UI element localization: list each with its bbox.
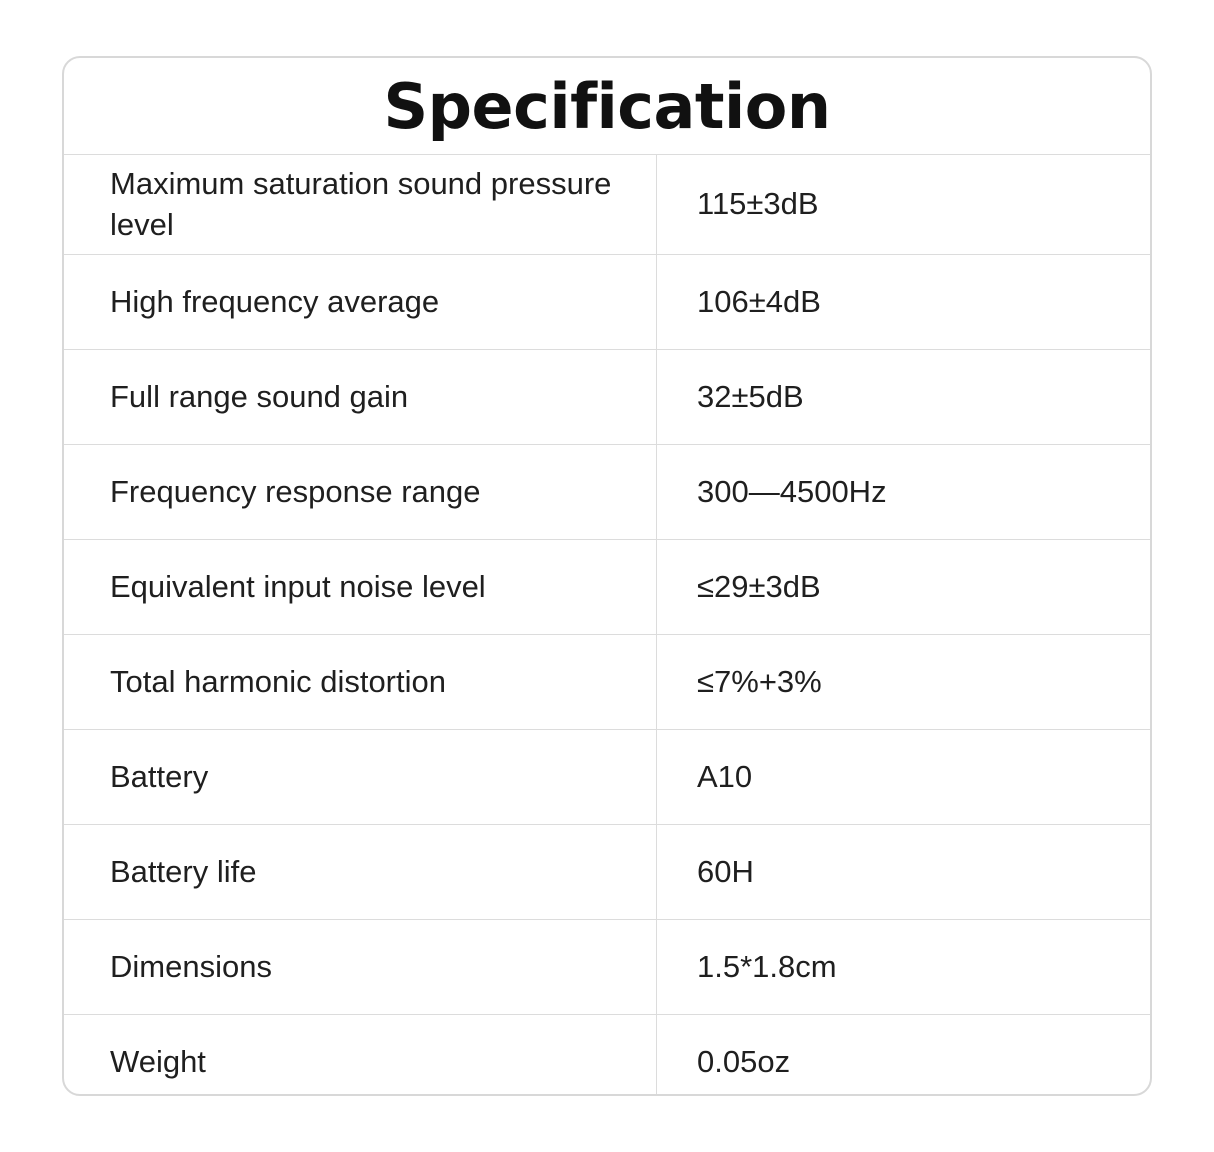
spec-value: 115±3dB — [657, 155, 1151, 255]
spec-label: Maximum saturation sound pressure level — [64, 155, 657, 255]
table-row — [64, 825, 1150, 920]
table-row — [64, 445, 1150, 540]
page-title: Specification — [383, 69, 831, 143]
spec-label: Battery life — [64, 825, 657, 920]
spec-label: Full range sound gain — [64, 350, 657, 445]
table-row — [64, 540, 1150, 635]
spec-value: 106±4dB — [657, 255, 1151, 350]
table-row — [64, 155, 1150, 255]
specification-card — [62, 56, 1152, 1096]
table-row — [64, 350, 1150, 445]
spec-label: Equivalent input noise level — [64, 540, 657, 635]
spec-value: 60H — [657, 825, 1151, 920]
spec-value: 300—4500Hz — [657, 445, 1151, 540]
spec-value: ≤7%+3% — [657, 635, 1151, 730]
spec-label: High frequency average — [64, 255, 657, 350]
spec-label: Dimensions — [64, 920, 657, 1015]
spec-label: Frequency response range — [64, 445, 657, 540]
table-row — [64, 920, 1150, 1015]
spec-label: Battery — [64, 730, 657, 825]
spec-value: ≤29±3dB — [657, 540, 1151, 635]
table-row — [64, 255, 1150, 350]
spec-label: Total harmonic distortion — [64, 635, 657, 730]
spec-value: 1.5*1.8cm — [657, 920, 1151, 1015]
spec-value: 0.05oz — [657, 1015, 1151, 1097]
spec-label: Weight — [64, 1015, 657, 1097]
specification-table — [64, 154, 1150, 1096]
table-row — [64, 635, 1150, 730]
spec-value: 32±5dB — [657, 350, 1151, 445]
table-row — [64, 730, 1150, 825]
table-row — [64, 1015, 1150, 1097]
spec-value: A10 — [657, 730, 1151, 825]
